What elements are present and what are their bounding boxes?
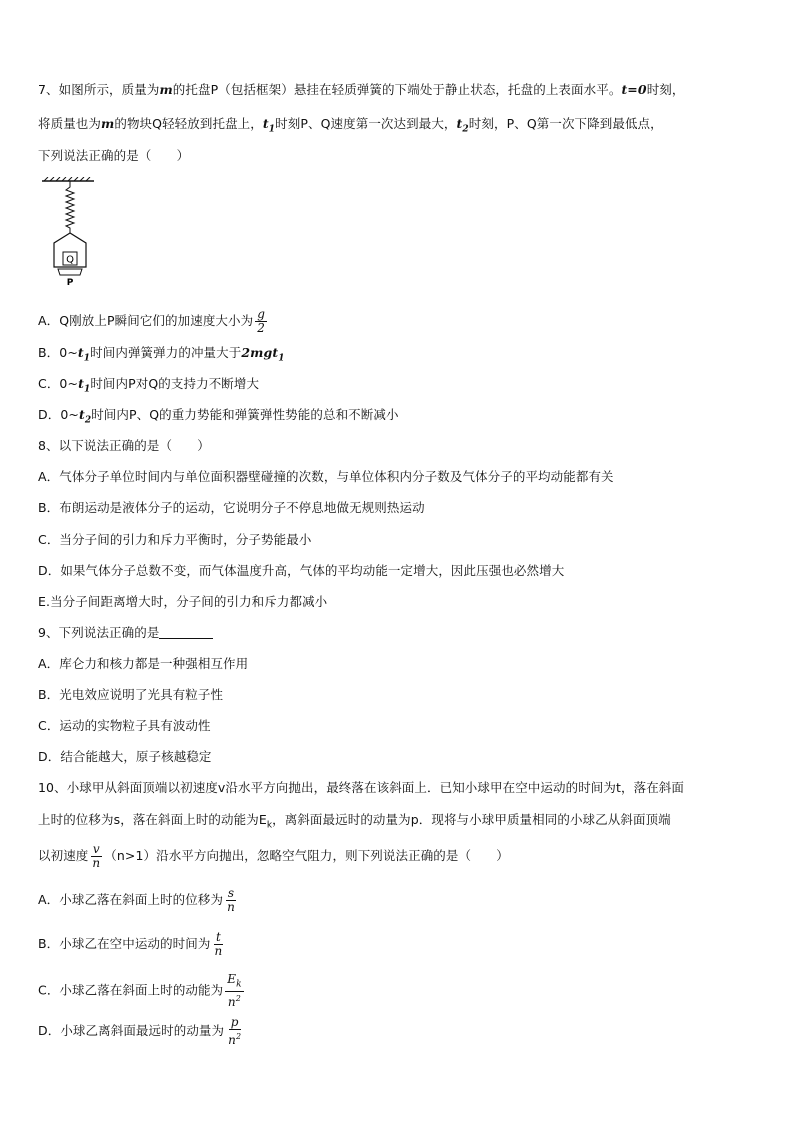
q7-option-a-fraction (255, 308, 267, 335)
q10-option-b-text: B．小球乙在空中运动的时间为 (38, 936, 211, 951)
q10-stem-line1: 10、小球甲从斜面顶端以初速度v沿水平方向抛出，最终落在该斜面上．已知小球甲在空中运动的时间为t，落在斜面 (38, 780, 685, 795)
q10-option-b-fraction (212, 931, 224, 958)
spring-tray-diagram (40, 177, 100, 287)
fraction-denominator: 2 (257, 321, 265, 335)
fraction-denominator: n (227, 900, 235, 914)
q7-sub: 1 (83, 353, 91, 364)
q10-option-a-fraction (225, 887, 237, 914)
fig-label-p: P (66, 278, 74, 287)
q7-option-c (38, 376, 259, 398)
fig-label-q: Q (66, 254, 74, 266)
fraction-sub: k (236, 979, 242, 990)
q7-text: 时刻P、Q速度第一次达到最大， (275, 116, 457, 131)
q7-text: 时间内P对Q的支持力不断增大 (90, 376, 260, 391)
q7-stem-line2 (38, 116, 663, 138)
q10-sub: k (266, 820, 273, 831)
q7-text: C．0~ (38, 376, 79, 391)
q7-sub: 1 (268, 124, 276, 135)
q10-text: ，离斜面最远时的动量为p．现将与小球甲质量相同的小球乙从斜面顶端 (272, 812, 671, 827)
q7-text: 时间内弹簧弹力的冲量大于 (90, 345, 242, 360)
fraction-denominator-text: n (227, 995, 236, 1010)
fraction-denominator-text: n (228, 1033, 236, 1047)
q7-text: 将质量也为 (38, 116, 102, 131)
q9-option-c: C．运动的实物粒子具有波动性 (38, 718, 211, 733)
q10-stem-line2 (38, 812, 671, 834)
q10-stem-line3 (38, 843, 509, 870)
q8-option-a: A．气体分子单位时间内与单位面积器壁碰撞的次数，与单位体积内分子数及气体分子的平均动能都有关 (38, 469, 614, 484)
q7-text: 的托盘P（包括框架）悬挂在轻质弹簧的下端处于静止状态，托盘的上表面水平。 (172, 82, 622, 97)
fraction-numerator: v (92, 842, 100, 856)
q8-option-b: B．布朗运动是液体分子的运动，它说明分子不停息地做无规则热运动 (38, 500, 425, 515)
fraction-numerator: p (230, 1015, 239, 1029)
q7-option-a-text: A．Q刚放上P瞬间它们的加速度大小为 (38, 313, 254, 328)
q10-option-d-text: D．小球乙离斜面最远时的动量为 (38, 1023, 225, 1038)
q7-var-t1: t (262, 116, 269, 131)
q7-text: 7、如图所示，质量为 (38, 82, 160, 97)
q10-option-d-fraction (226, 1016, 243, 1047)
fraction-sup: 2 (235, 1032, 242, 1041)
fraction-denominator: n (92, 856, 101, 870)
q7-sub: 1 (278, 353, 285, 364)
q7-stem-line3: 下列说法正确的是（ ） (38, 148, 190, 163)
q7-option-a (38, 308, 269, 335)
q7-sub: 2 (84, 415, 92, 426)
q10-option-a-text: A．小球乙落在斜面上时的位移为 (38, 892, 224, 907)
q7-var: t (77, 345, 84, 360)
q9-option-d: D．结合能越大，原子核越稳定 (38, 749, 212, 764)
q10-option-c (38, 973, 246, 1009)
q9-stem-text: 9、下列说法正确的是 (38, 625, 160, 640)
fraction-denominator (226, 992, 243, 1009)
fraction-denominator (226, 1030, 243, 1047)
q7-var-t0: t=0 (621, 82, 647, 97)
q7-text: 时间内P、Q的重力势能和弹簧弹性势能的总和不断减小 (91, 407, 399, 422)
q9-option-a: A．库仑力和核力都是一种强相互作用 (38, 656, 249, 671)
q8-option-c: C．当分子间的引力和斥力平衡时，分子势能最小 (38, 532, 312, 547)
q7-var: t (78, 376, 84, 391)
q7-var-m: m (159, 82, 173, 97)
q7-sub: 2 (462, 124, 469, 135)
q10-option-d (38, 1016, 245, 1047)
q10-initial-velocity-fraction (90, 843, 102, 870)
q7-text: B．0~ (38, 345, 78, 360)
q10-option-c-fraction (225, 973, 243, 1009)
q7-stem-line1 (38, 82, 685, 98)
q7-option-b (38, 345, 285, 367)
answer-blank (159, 626, 213, 639)
q7-var: t (78, 407, 85, 422)
q8-option-d: D．如果气体分子总数不变，而气体温度升高，气体的平均动能一定增大，因此压强也必然增大 (38, 563, 565, 578)
q10-option-b (38, 931, 226, 958)
fraction-denominator: n (214, 944, 223, 958)
q7-var-t2: t (456, 116, 463, 131)
q8-option-e: E.当分子间距离增大时，分子间的引力和斥力都减小 (38, 594, 328, 609)
q7-text: 时刻， (646, 82, 685, 97)
q7-option-d (38, 407, 399, 429)
q7-text: D．0~ (38, 407, 79, 422)
q10-text: 上时的位移为s，落在斜面上时的动能为E (38, 812, 267, 827)
q9-option-b: B．光电效应说明了光具有粒子性 (38, 687, 224, 702)
fraction-numerator-text: E (227, 972, 237, 986)
q9-stem (38, 625, 213, 641)
fraction-numerator: s (227, 886, 235, 900)
q7-text: 的物块Q轻轻放到托盘上， (114, 116, 263, 131)
q10-text: （n>1）沿水平方向抛出，忽略空气阻力，则下列说法正确的是（ ） (104, 848, 509, 863)
q8-stem: 8、以下说法正确的是（ ） (38, 438, 210, 453)
q7-formula: 2mgt (241, 345, 279, 360)
q7-var-m: m (101, 116, 115, 131)
q7-sub: 1 (83, 384, 91, 395)
fraction-numerator: g (257, 307, 266, 321)
fraction-sup: 2 (235, 994, 241, 1004)
fraction-numerator (225, 973, 243, 992)
q10-text: 以初速度 (38, 848, 89, 863)
q7-text: 时刻，P、Q第一次下降到最低点， (468, 116, 663, 131)
q10-option-a (38, 887, 239, 914)
q10-option-c-text: C．小球乙落在斜面上时的动能为 (38, 982, 224, 998)
fraction-numerator: t (215, 930, 221, 944)
